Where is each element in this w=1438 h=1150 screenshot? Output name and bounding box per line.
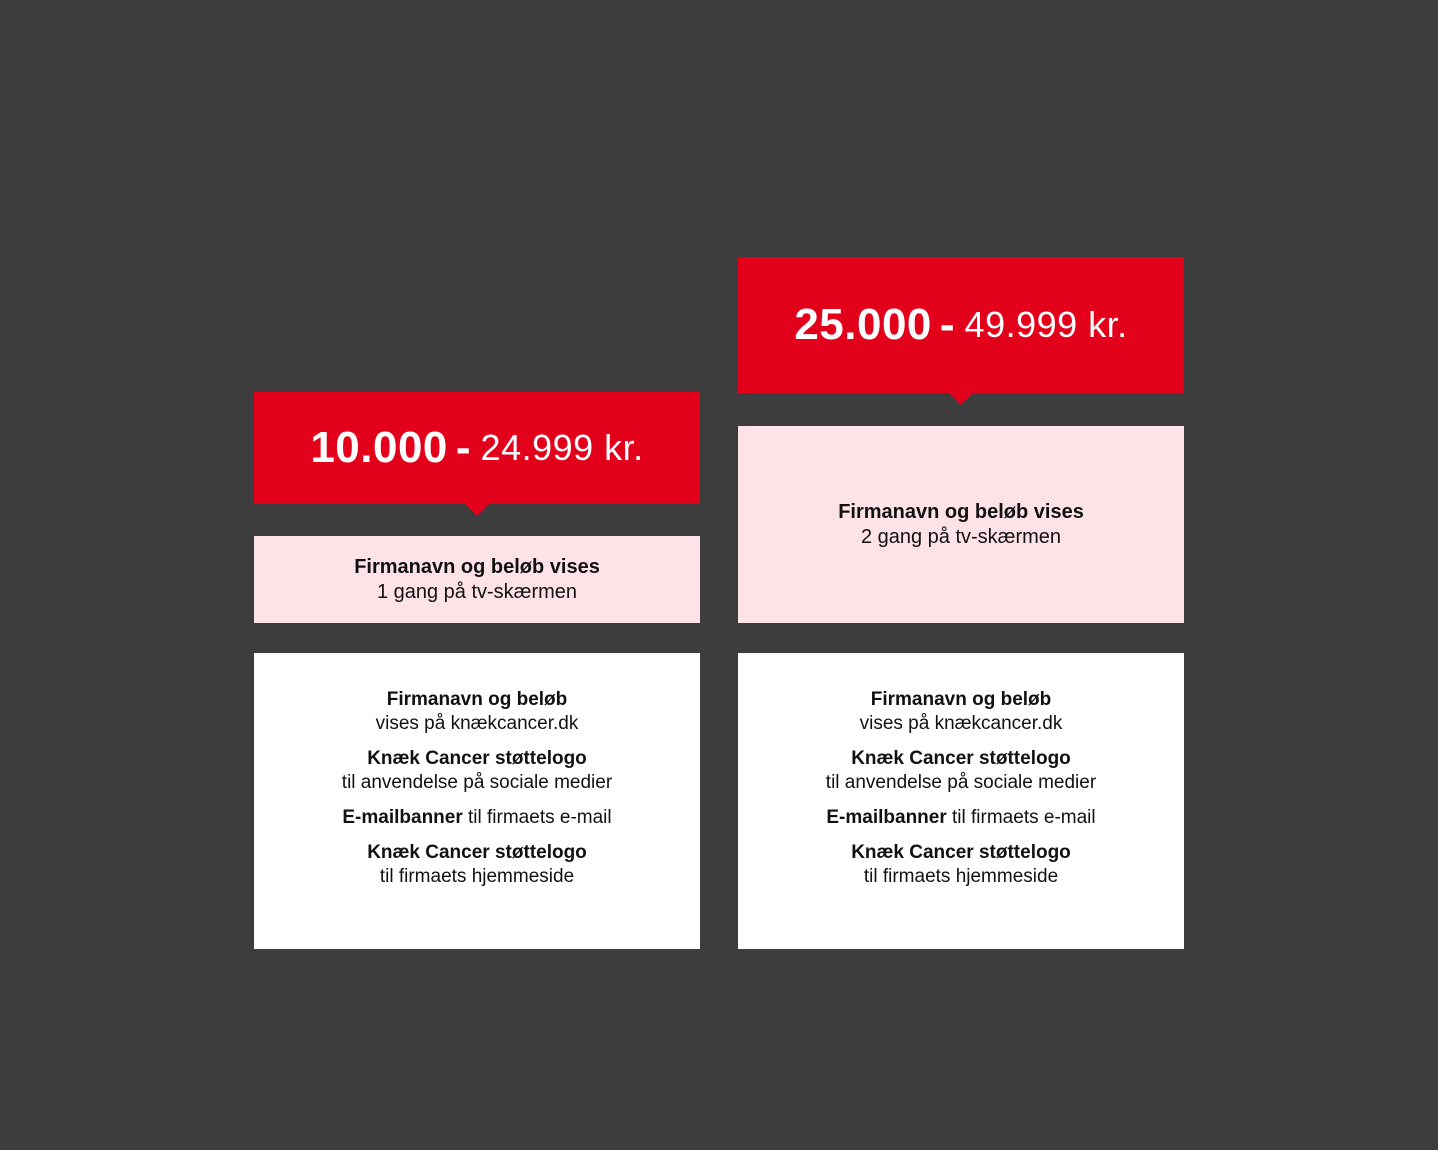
tv-exposure-subtitle: 2 gang på tv-skærmen	[860, 525, 1062, 548]
benefit-subtitle: til anvendelse på sociale medier	[825, 772, 1097, 793]
benefit-title: Knæk Cancer støttelogo	[851, 842, 1071, 863]
tv-exposure-subtitle: 1 gang på tv-skærmen	[376, 580, 578, 603]
benefit-subtitle: til firmaets hjemmeside	[863, 866, 1059, 887]
benefit-item	[254, 688, 700, 736]
tv-exposure-title: Firmanavn og beløb vises	[838, 500, 1084, 523]
benefit-title: E-mailbanner	[826, 807, 947, 828]
benefit-subtitle: til anvendelse på sociale medier	[341, 772, 613, 793]
benefit-subtitle: til firmaets e-mail	[952, 807, 1096, 828]
benefit-item	[738, 688, 1184, 736]
price-from: 25.000	[794, 300, 932, 349]
benefit-title: Firmanavn og beløb	[386, 689, 568, 710]
benefit-item	[738, 747, 1184, 795]
benefits-box	[254, 653, 700, 949]
price-separator: -	[939, 300, 955, 349]
benefit-title: Firmanavn og beløb	[870, 689, 1052, 710]
benefit-title: Knæk Cancer støttelogo	[367, 842, 587, 863]
price-banner	[738, 257, 1184, 393]
benefit-title: Knæk Cancer støttelogo	[851, 748, 1071, 769]
benefit-subtitle: vises på knækcancer.dk	[859, 713, 1063, 734]
benefit-subtitle: vises på knækcancer.dk	[375, 713, 579, 734]
benefit-item	[254, 806, 700, 830]
price-to: 24.999 kr.	[480, 427, 644, 468]
benefit-item	[254, 841, 700, 889]
price-to: 49.999 kr.	[964, 304, 1128, 345]
price-from: 10.000	[310, 423, 448, 472]
price-banner	[254, 392, 700, 504]
tv-exposure-title: Firmanavn og beløb vises	[354, 555, 600, 578]
benefits-box	[738, 653, 1184, 949]
benefit-subtitle: til firmaets e-mail	[468, 807, 612, 828]
tv-exposure-box	[738, 426, 1184, 623]
tv-exposure-box	[254, 536, 700, 623]
benefit-title: Knæk Cancer støttelogo	[367, 748, 587, 769]
benefit-item	[738, 806, 1184, 830]
price-separator: -	[455, 423, 471, 472]
benefit-item	[738, 841, 1184, 889]
benefit-title: E-mailbanner	[342, 807, 463, 828]
benefit-subtitle: til firmaets hjemmeside	[379, 866, 575, 887]
benefit-item	[254, 747, 700, 795]
